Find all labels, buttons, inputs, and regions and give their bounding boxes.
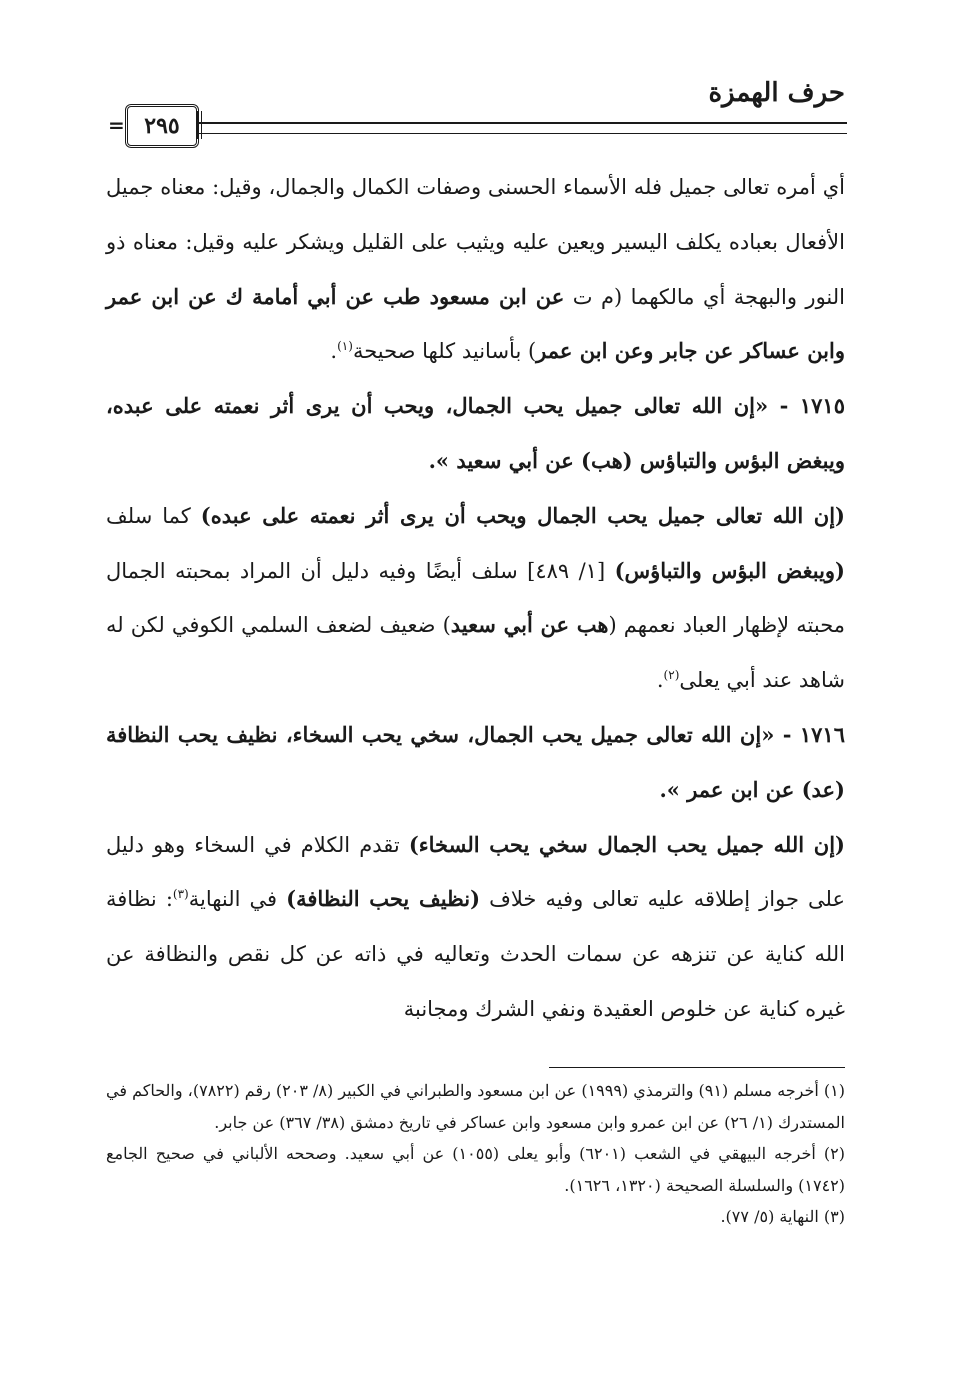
header-rule: [196, 122, 847, 134]
footnote-ref: (٣): [172, 887, 189, 902]
source-citation: عن ابن مسعود طب عن أبي أمامة ك عن ابن عمر وابن عساكر عن جابر وعن ابن عمر: [106, 283, 845, 364]
page-number: ٢٩٥: [125, 104, 199, 148]
paragraph-2: (إن الله تعالى جميل يحب الجمال ويحب أن يرى أثر نعمته على عبده) كما سلف (ويبغض البؤس والتباؤس) [١/ ٤٨٩] سلف أيضًا وفيه دليل أن المراد بمحبته الجمال محبته لإظهار العباد نعمهم (هب عن أبي سعيد) ضعيف لضعف السلمي الكوفي لكن له شاهد عند أبي يعلى$^{(٢)}$.: [106, 502, 845, 693]
footnote-ref: (١): [337, 339, 353, 354]
footnote-3: (٣) النهاية (٥/ ٧٧).: [720, 1207, 845, 1226]
footnote-ref: (٢): [663, 668, 680, 683]
footnote-1: (١) أخرجه مسلم (٩١) والترمذي (١٩٩٩) عن ابن مسعود والطبراني في الكبير (٨/ ٢٠٣) رقم (٧٨٢٢)، والحاكم في المستدرك (١/ ٢٦) عن ابن عمرو وابن مسعود وابن عساكر في تاريخ دمشق (٣٨/ ٣٦٧) عن جابر.: [106, 1081, 845, 1132]
paragraph-1: أي أمره تعالى جميل فله الأسماء الحسنى وصفات الكمال والجمال، وقيل: معناه جميل الأفعال بعباده يكلف اليسير ويعين عليه ويثيب على القليل ويشكر عليه وقيل: معناه ذو النور والبهجة أي مالكهما (م ت عن ابن مسعود طب عن أبي أمامة ك عن ابن عمر وابن عساكر عن جابر وعن ابن عمر) بأسانيد كلها صحيحة$^{(١)}$.: [106, 175, 845, 364]
chapter-title: حرف الهمزة: [708, 78, 845, 108]
source-citation: هب عن أبي سعيد: [450, 612, 609, 638]
hadith-1716: ١٧١٦ - «إن الله تعالى جميل يحب الجمال، سخي يحب السخاء، نظيف يحب النظافة (عد) عن ابن عمر ».: [106, 721, 845, 802]
footnote-separator: [549, 1067, 845, 1068]
footnotes: [106, 1075, 845, 1233]
paragraph-3: (إن الله جميل يحب الجمال سخي يحب السخاء) تقدم الكلام في السخاء وهو دليل على جواز إطلاقه عليه تعالى وفيه خلاف (نظيف يحب النظافة) في النهاية$^{(٣)}$: نظافة الله كناية عن تنزهه عن سمات الحدث وتعاليه في ذاته عن كل نقص والنظافة عن غيره كناية عن خلوص العقيدة ونفي الشرك ومجانبة: [106, 831, 846, 1021]
footnote-2: (٢) أخرجه البيهقي في الشعب (٦٢٠١) وأبو يعلى (١٠٥٥) عن أبي سعيد. وصححه الألباني في صحيح الجامع (١٧٤٢) والسلسلة الصحيحة (١٣٢٠، ١٦٢٦).: [106, 1144, 845, 1195]
page-edge-mark: =: [108, 113, 125, 137]
hadith-1715: ١٧١٥ - «إن الله تعالى جميل يحب الجمال، ويحب أن يرى أثر نعمته على عبده، ويبغض البؤس والتباؤس (هب) عن أبي سعيد ».: [106, 393, 845, 473]
main-text: [106, 160, 845, 1037]
